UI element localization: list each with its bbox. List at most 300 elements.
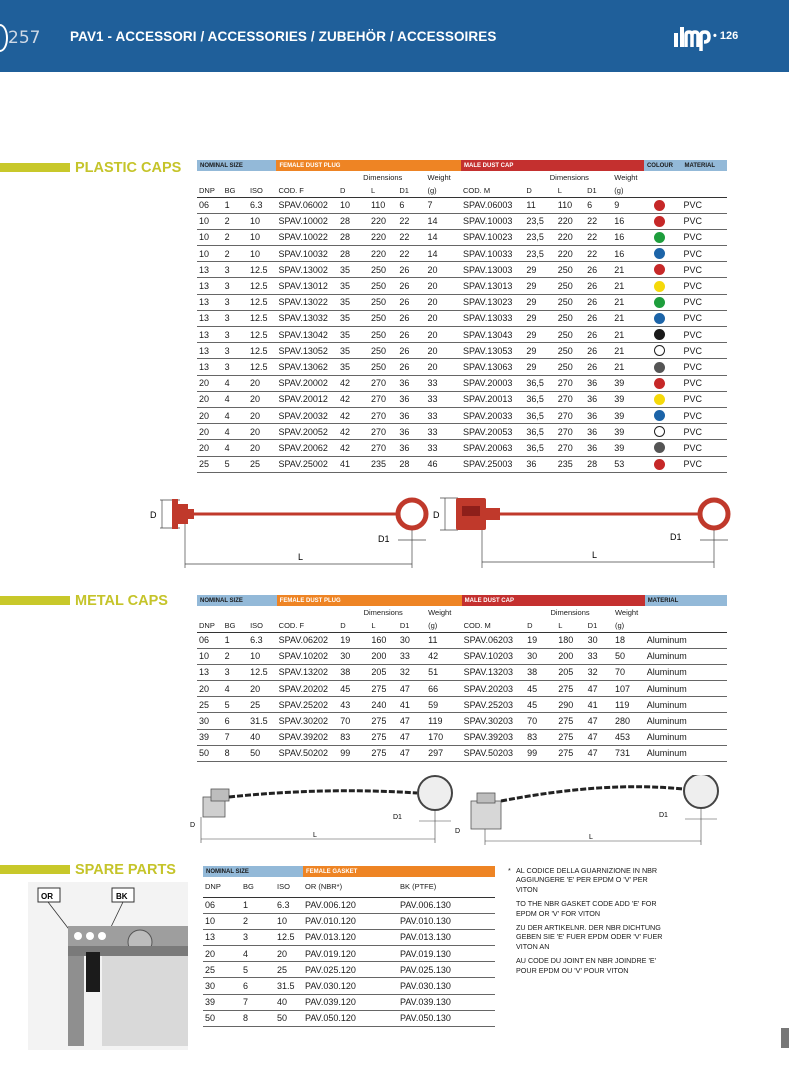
table-cell: 26 xyxy=(397,310,425,326)
table-cell: PVC xyxy=(682,327,728,343)
table-cell: 250 xyxy=(369,310,397,326)
table-cell: 270 xyxy=(369,407,397,423)
group-material: MATERIAL xyxy=(645,595,727,606)
table-cell: 06 xyxy=(203,897,241,913)
table-cell: 110 xyxy=(369,197,397,213)
table-row xyxy=(197,407,727,423)
table-cell: 250 xyxy=(556,310,585,326)
table-cell: 270 xyxy=(556,391,585,407)
table-row xyxy=(197,681,727,697)
table-cell: 22 xyxy=(397,246,425,262)
table-cell: 13 xyxy=(197,278,223,294)
bk-label: BK xyxy=(116,892,128,901)
table-cell: 4 xyxy=(223,440,248,456)
table-cell: PVC xyxy=(682,278,728,294)
table-cell: 12.5 xyxy=(248,294,277,310)
table-cell: 220 xyxy=(369,246,397,262)
table-cell: 21 xyxy=(612,310,644,326)
table-cell: SPAV.20203 xyxy=(462,681,525,697)
table-cell: 20 xyxy=(248,440,277,456)
page-header xyxy=(0,0,789,72)
column-header: OR (NBR*) xyxy=(303,877,398,897)
table-cell: 25 xyxy=(248,456,277,472)
table-cell: 13 xyxy=(197,359,223,375)
dim-d-label: D xyxy=(150,510,157,520)
table-cell: 11 xyxy=(426,632,462,648)
table-cell: 10 xyxy=(275,913,303,929)
table-cell: SPAV.13203 xyxy=(462,664,525,680)
table-cell: 250 xyxy=(556,294,585,310)
section-bar xyxy=(0,596,70,605)
table-row xyxy=(197,713,727,729)
table-cell: 20 xyxy=(248,407,277,423)
table-cell: PAV.025.130 xyxy=(398,962,495,978)
male-cap-figure xyxy=(440,498,728,568)
table-cell: 46 xyxy=(426,456,461,472)
table-cell: 20 xyxy=(426,310,461,326)
table-cell: SPAV.13033 xyxy=(461,310,524,326)
table-cell: 06 xyxy=(197,632,223,648)
colour-dot-green xyxy=(654,232,665,243)
colour-swatch-cell xyxy=(644,246,682,262)
table-cell: 39 xyxy=(612,407,644,423)
table-cell: 70 xyxy=(613,664,645,680)
table-cell: 8 xyxy=(223,745,248,761)
table-cell: 250 xyxy=(556,359,585,375)
table-cell: 1 xyxy=(223,197,248,213)
colour-swatch-cell xyxy=(644,391,682,407)
table-cell: 36 xyxy=(397,391,425,407)
table-cell: 12.5 xyxy=(248,262,277,278)
column-header-row xyxy=(203,877,495,897)
table-cell: 26 xyxy=(585,310,612,326)
table-row xyxy=(197,343,727,359)
table-cell: 30 xyxy=(197,713,223,729)
table-cell: 30 xyxy=(586,632,613,648)
table-cell: 26 xyxy=(397,359,425,375)
table-cell: 290 xyxy=(556,697,585,713)
table-cell: 2 xyxy=(223,229,248,245)
table-cell: 20 xyxy=(197,681,223,697)
table-cell: 28 xyxy=(397,456,425,472)
table-cell: 22 xyxy=(585,213,612,229)
table-cell: 250 xyxy=(369,327,397,343)
table-cell: 2 xyxy=(223,246,248,262)
table-cell: PVC xyxy=(682,359,728,375)
group-nominal-size: NOMINAL SIZE xyxy=(197,595,277,606)
table-cell: 12.5 xyxy=(248,310,277,326)
table-cell: 29 xyxy=(524,327,555,343)
table-cell: 26 xyxy=(397,278,425,294)
table-cell: 26 xyxy=(585,262,612,278)
table-cell: 22 xyxy=(397,213,425,229)
table-cell: 26 xyxy=(397,294,425,310)
weight-label: Weight xyxy=(614,608,639,617)
table-cell: SPAV.30202 xyxy=(277,713,339,729)
table-cell: 10 xyxy=(203,913,241,929)
plastic-caps-drawing xyxy=(140,490,740,570)
table-cell: 5 xyxy=(223,456,248,472)
table-cell: SPAV.13013 xyxy=(461,278,524,294)
column-header: COD. F xyxy=(276,184,337,197)
table-cell: 35 xyxy=(338,359,369,375)
colour-swatch-cell xyxy=(644,375,682,391)
table-row xyxy=(197,664,727,680)
table-cell: SPAV.10023 xyxy=(461,229,524,245)
table-cell: 10 xyxy=(197,229,223,245)
table-cell: 8 xyxy=(241,1010,275,1026)
table-cell: 3 xyxy=(223,278,248,294)
table-cell: 13 xyxy=(197,343,223,359)
weight-label: Weight xyxy=(428,608,452,617)
table-cell: SPAV.10003 xyxy=(461,213,524,229)
table-cell: 4 xyxy=(241,946,275,962)
weight-label: Weight xyxy=(427,173,451,182)
table-cell: 20 xyxy=(426,262,461,278)
table-cell: 250 xyxy=(556,262,585,278)
table-cell: 47 xyxy=(586,681,613,697)
table-cell: 280 xyxy=(613,713,645,729)
column-header: D xyxy=(338,184,369,197)
table-cell: 47 xyxy=(398,713,426,729)
table-row xyxy=(197,262,727,278)
table-row xyxy=(197,278,727,294)
column-header: DNP xyxy=(203,877,241,897)
table-cell: 13 xyxy=(197,262,223,278)
spare-parts-body xyxy=(203,897,495,1027)
table-row xyxy=(197,745,727,761)
colour-swatch-cell xyxy=(644,343,682,359)
table-cell: 23,5 xyxy=(524,213,555,229)
table-cell: 21 xyxy=(612,327,644,343)
dim-l-label: L xyxy=(313,832,317,839)
table-cell: 235 xyxy=(556,456,585,472)
table-row xyxy=(197,375,727,391)
dim-d-label: D xyxy=(433,510,440,520)
table-cell: 20 xyxy=(426,343,461,359)
table-cell: SPAV.50203 xyxy=(462,745,525,761)
table-cell: 6.3 xyxy=(248,197,277,213)
table-cell: 28 xyxy=(338,246,369,262)
table-cell: 297 xyxy=(426,745,462,761)
gasket-cross-section-icon xyxy=(28,882,188,1050)
table-cell: 39 xyxy=(203,994,241,1010)
group-nominal-size: NOMINAL SIZE xyxy=(197,160,276,171)
table-cell: 38 xyxy=(338,664,369,680)
table-cell: 20 xyxy=(197,391,223,407)
table-cell: 20 xyxy=(248,424,277,440)
table-cell: 33 xyxy=(586,648,613,664)
table-cell: SPAV.20003 xyxy=(461,375,524,391)
table-cell: 6 xyxy=(223,713,248,729)
colour-dot-grey xyxy=(654,362,665,373)
table-cell: SPAV.10032 xyxy=(276,246,337,262)
table-cell: 3 xyxy=(223,664,248,680)
table-row xyxy=(197,697,727,713)
colour-swatch-cell xyxy=(644,213,682,229)
table-cell: 21 xyxy=(612,359,644,375)
table-cell: 4 xyxy=(223,375,248,391)
table-cell: 107 xyxy=(613,681,645,697)
table-cell: 3 xyxy=(223,294,248,310)
page-title: PAV1 - ACCESSORI / ACCESSORIES / ZUBEHÖR / ACCESSOIRES xyxy=(70,29,497,44)
column-header: COD. M xyxy=(461,184,524,197)
table-cell: 3 xyxy=(223,262,248,278)
table-cell: 47 xyxy=(398,745,426,761)
table-cell: SPAV.13062 xyxy=(276,359,337,375)
column-header: D xyxy=(524,184,555,197)
table-row xyxy=(197,294,727,310)
table-cell: SPAV.13032 xyxy=(276,310,337,326)
table-cell: 275 xyxy=(556,713,585,729)
table-cell: 205 xyxy=(369,664,397,680)
table-cell: 35 xyxy=(338,327,369,343)
table-cell: 43 xyxy=(338,697,369,713)
table-cell: 270 xyxy=(556,424,585,440)
table-cell: 25 xyxy=(197,456,223,472)
table-cell: 4 xyxy=(223,424,248,440)
column-header: D xyxy=(525,619,556,632)
table-cell: SPAV.13042 xyxy=(276,327,337,343)
table-row xyxy=(197,213,727,229)
colour-dot-white xyxy=(654,345,665,356)
column-header: BG xyxy=(241,877,275,897)
table-cell: 3 xyxy=(223,310,248,326)
table-cell: 50 xyxy=(197,745,223,761)
table-cell: 26 xyxy=(585,327,612,343)
metal-caps-drawing xyxy=(185,775,725,845)
table-cell: 10 xyxy=(197,213,223,229)
table-cell: SPAV.20033 xyxy=(461,407,524,423)
column-header: BG xyxy=(223,184,248,197)
column-header: DNP xyxy=(197,184,223,197)
table-cell: 50 xyxy=(248,745,277,761)
table-cell: 250 xyxy=(556,278,585,294)
table-cell: PVC xyxy=(682,407,728,423)
dimensions-label: Dimensions xyxy=(550,608,590,617)
table-cell: SPAV.10002 xyxy=(276,213,337,229)
table-cell: 22 xyxy=(585,229,612,245)
table-cell: 36,5 xyxy=(524,407,555,423)
table-cell: 30 xyxy=(398,632,426,648)
colour-dot-red xyxy=(654,264,665,275)
table-cell: 25 xyxy=(248,697,277,713)
table-row xyxy=(203,913,495,929)
group-header-row xyxy=(197,595,727,606)
table-cell: 70 xyxy=(338,713,369,729)
colour-swatch-cell xyxy=(644,440,682,456)
table-cell: 39 xyxy=(612,440,644,456)
table-cell: 240 xyxy=(369,697,397,713)
colour-swatch-cell xyxy=(644,310,682,326)
table-cell: 16 xyxy=(612,246,644,262)
column-header xyxy=(645,619,727,632)
table-cell: 205 xyxy=(556,664,585,680)
table-cell: 41 xyxy=(398,697,426,713)
column-header: L xyxy=(369,619,397,632)
table-cell: 7 xyxy=(223,729,248,745)
dim-l-label: L xyxy=(589,834,593,841)
table-cell: SPAV.06203 xyxy=(462,632,525,648)
table-cell: 12.5 xyxy=(248,664,277,680)
table-cell: 250 xyxy=(369,359,397,375)
table-cell: SPAV.13052 xyxy=(276,343,337,359)
table-cell: SPAV.50202 xyxy=(277,745,339,761)
colour-swatch-cell xyxy=(644,278,682,294)
table-cell: 20 xyxy=(248,391,277,407)
table-cell: PVC xyxy=(682,440,728,456)
table-cell: 45 xyxy=(338,681,369,697)
table-cell: SPAV.10203 xyxy=(462,648,525,664)
table-cell: 99 xyxy=(525,745,556,761)
column-header xyxy=(682,184,728,197)
table-cell: 10 xyxy=(197,648,223,664)
table-cell: 41 xyxy=(338,456,369,472)
gasket-notes xyxy=(508,866,668,980)
table-row xyxy=(203,897,495,913)
plastic-caps-table xyxy=(197,160,727,473)
colour-swatch-cell xyxy=(644,407,682,423)
table-cell: 275 xyxy=(556,681,585,697)
table-cell: 50 xyxy=(203,1010,241,1026)
dimensions-label: Dimensions xyxy=(549,173,589,182)
table-cell: 20 xyxy=(197,407,223,423)
table-cell: 42 xyxy=(338,407,369,423)
colour-swatch-cell xyxy=(644,294,682,310)
table-cell: 21 xyxy=(612,278,644,294)
group-material: MATERIAL xyxy=(682,160,728,171)
table-cell: 36 xyxy=(397,375,425,391)
table-cell: 35 xyxy=(338,278,369,294)
colour-dot-red xyxy=(654,378,665,389)
table-cell: SPAV.13043 xyxy=(461,327,524,343)
metal-caps-body xyxy=(197,632,727,762)
table-cell: 47 xyxy=(586,729,613,745)
table-cell: 21 xyxy=(612,262,644,278)
table-cell: 10 xyxy=(248,229,277,245)
column-header: L xyxy=(556,619,585,632)
table-cell: PVC xyxy=(682,391,728,407)
table-cell: 13 xyxy=(197,327,223,343)
table-cell: PAV.039.130 xyxy=(398,994,495,1010)
table-cell: 275 xyxy=(556,745,585,761)
table-cell: 26 xyxy=(397,327,425,343)
table-cell: SPAV.10033 xyxy=(461,246,524,262)
table-cell: 20 xyxy=(426,327,461,343)
table-cell: 275 xyxy=(369,745,397,761)
table-cell: 275 xyxy=(369,681,397,697)
section-bar xyxy=(0,163,70,172)
table-cell: 18 xyxy=(613,632,645,648)
note-german: ZU DER ARTIKELNR. DER NBR DICHTUNG GEBEN SIE 'E' FUER EPDM ODER 'V' FUER VITON AN xyxy=(516,923,663,951)
dim-d1-label: D1 xyxy=(378,534,390,544)
table-cell: 25 xyxy=(275,962,303,978)
table-row xyxy=(203,978,495,994)
table-cell: 20 xyxy=(275,946,303,962)
table-cell: 2 xyxy=(241,913,275,929)
table-cell: 36,5 xyxy=(524,440,555,456)
table-cell: SPAV.30203 xyxy=(462,713,525,729)
table-cell: SPAV.20052 xyxy=(276,424,337,440)
table-cell: 250 xyxy=(369,294,397,310)
table-cell: 270 xyxy=(556,407,585,423)
column-header: (g) xyxy=(612,184,644,197)
table-cell: 36,5 xyxy=(524,375,555,391)
colour-dot-blue xyxy=(654,313,665,324)
table-cell: PVC xyxy=(682,456,728,472)
column-header: COD. M xyxy=(462,619,525,632)
table-cell: 30 xyxy=(203,978,241,994)
table-cell: 20 xyxy=(248,375,277,391)
table-cell: Aluminum xyxy=(645,729,727,745)
spare-parts-table xyxy=(203,866,495,1027)
table-cell: 30 xyxy=(525,648,556,664)
table-cell: 20 xyxy=(203,946,241,962)
table-cell: 29 xyxy=(524,343,555,359)
table-cell: 06 xyxy=(197,197,223,213)
group-female-dust-plug: FEMALE DUST PLUG xyxy=(277,595,462,606)
table-row xyxy=(197,391,727,407)
table-cell: 22 xyxy=(397,229,425,245)
dim-d1-label: D1 xyxy=(670,532,682,542)
column-header: L xyxy=(556,184,585,197)
table-cell: PAV.019.130 xyxy=(398,946,495,962)
table-cell: 47 xyxy=(398,729,426,745)
column-header: ISO xyxy=(248,184,277,197)
table-row xyxy=(197,456,727,472)
table-cell: 16 xyxy=(612,213,644,229)
page-tab-arc xyxy=(0,24,8,52)
dim-l-label: L xyxy=(298,552,304,562)
table-cell: 14 xyxy=(426,213,461,229)
table-cell: 42 xyxy=(426,648,462,664)
table-cell: PAV.039.120 xyxy=(303,994,398,1010)
table-cell: 38 xyxy=(525,664,556,680)
table-cell: PVC xyxy=(682,213,728,229)
table-cell: 36 xyxy=(585,407,612,423)
table-cell: SPAV.25002 xyxy=(276,456,337,472)
column-header: L xyxy=(369,184,397,197)
colour-swatch-cell xyxy=(644,197,682,213)
table-cell: SPAV.20013 xyxy=(461,391,524,407)
column-header: ISO xyxy=(275,877,303,897)
table-cell: 21 xyxy=(612,294,644,310)
table-cell: Aluminum xyxy=(645,664,727,680)
table-cell: 26 xyxy=(585,278,612,294)
table-cell: 42 xyxy=(338,375,369,391)
table-cell: 40 xyxy=(275,994,303,1010)
weight-label: Weight xyxy=(614,173,638,182)
column-header: DNP xyxy=(197,619,223,632)
table-cell: SPAV.20002 xyxy=(276,375,337,391)
table-cell: 4 xyxy=(223,681,248,697)
table-cell: 20 xyxy=(426,294,461,310)
table-cell: 10 xyxy=(197,246,223,262)
table-cell: 180 xyxy=(556,632,585,648)
table-row xyxy=(197,197,727,213)
table-cell: Aluminum xyxy=(645,713,727,729)
table-row xyxy=(197,327,727,343)
table-cell: 119 xyxy=(426,713,462,729)
or-label: OR xyxy=(41,892,53,901)
group-nominal-size: NOMINAL SIZE xyxy=(203,866,303,877)
column-header: BK (PTFE) xyxy=(398,877,495,897)
table-cell: Aluminum xyxy=(645,681,727,697)
column-header: D1 xyxy=(397,184,425,197)
colour-dot-red xyxy=(654,459,665,470)
table-cell: 13 xyxy=(203,929,241,945)
table-cell: 29 xyxy=(524,359,555,375)
